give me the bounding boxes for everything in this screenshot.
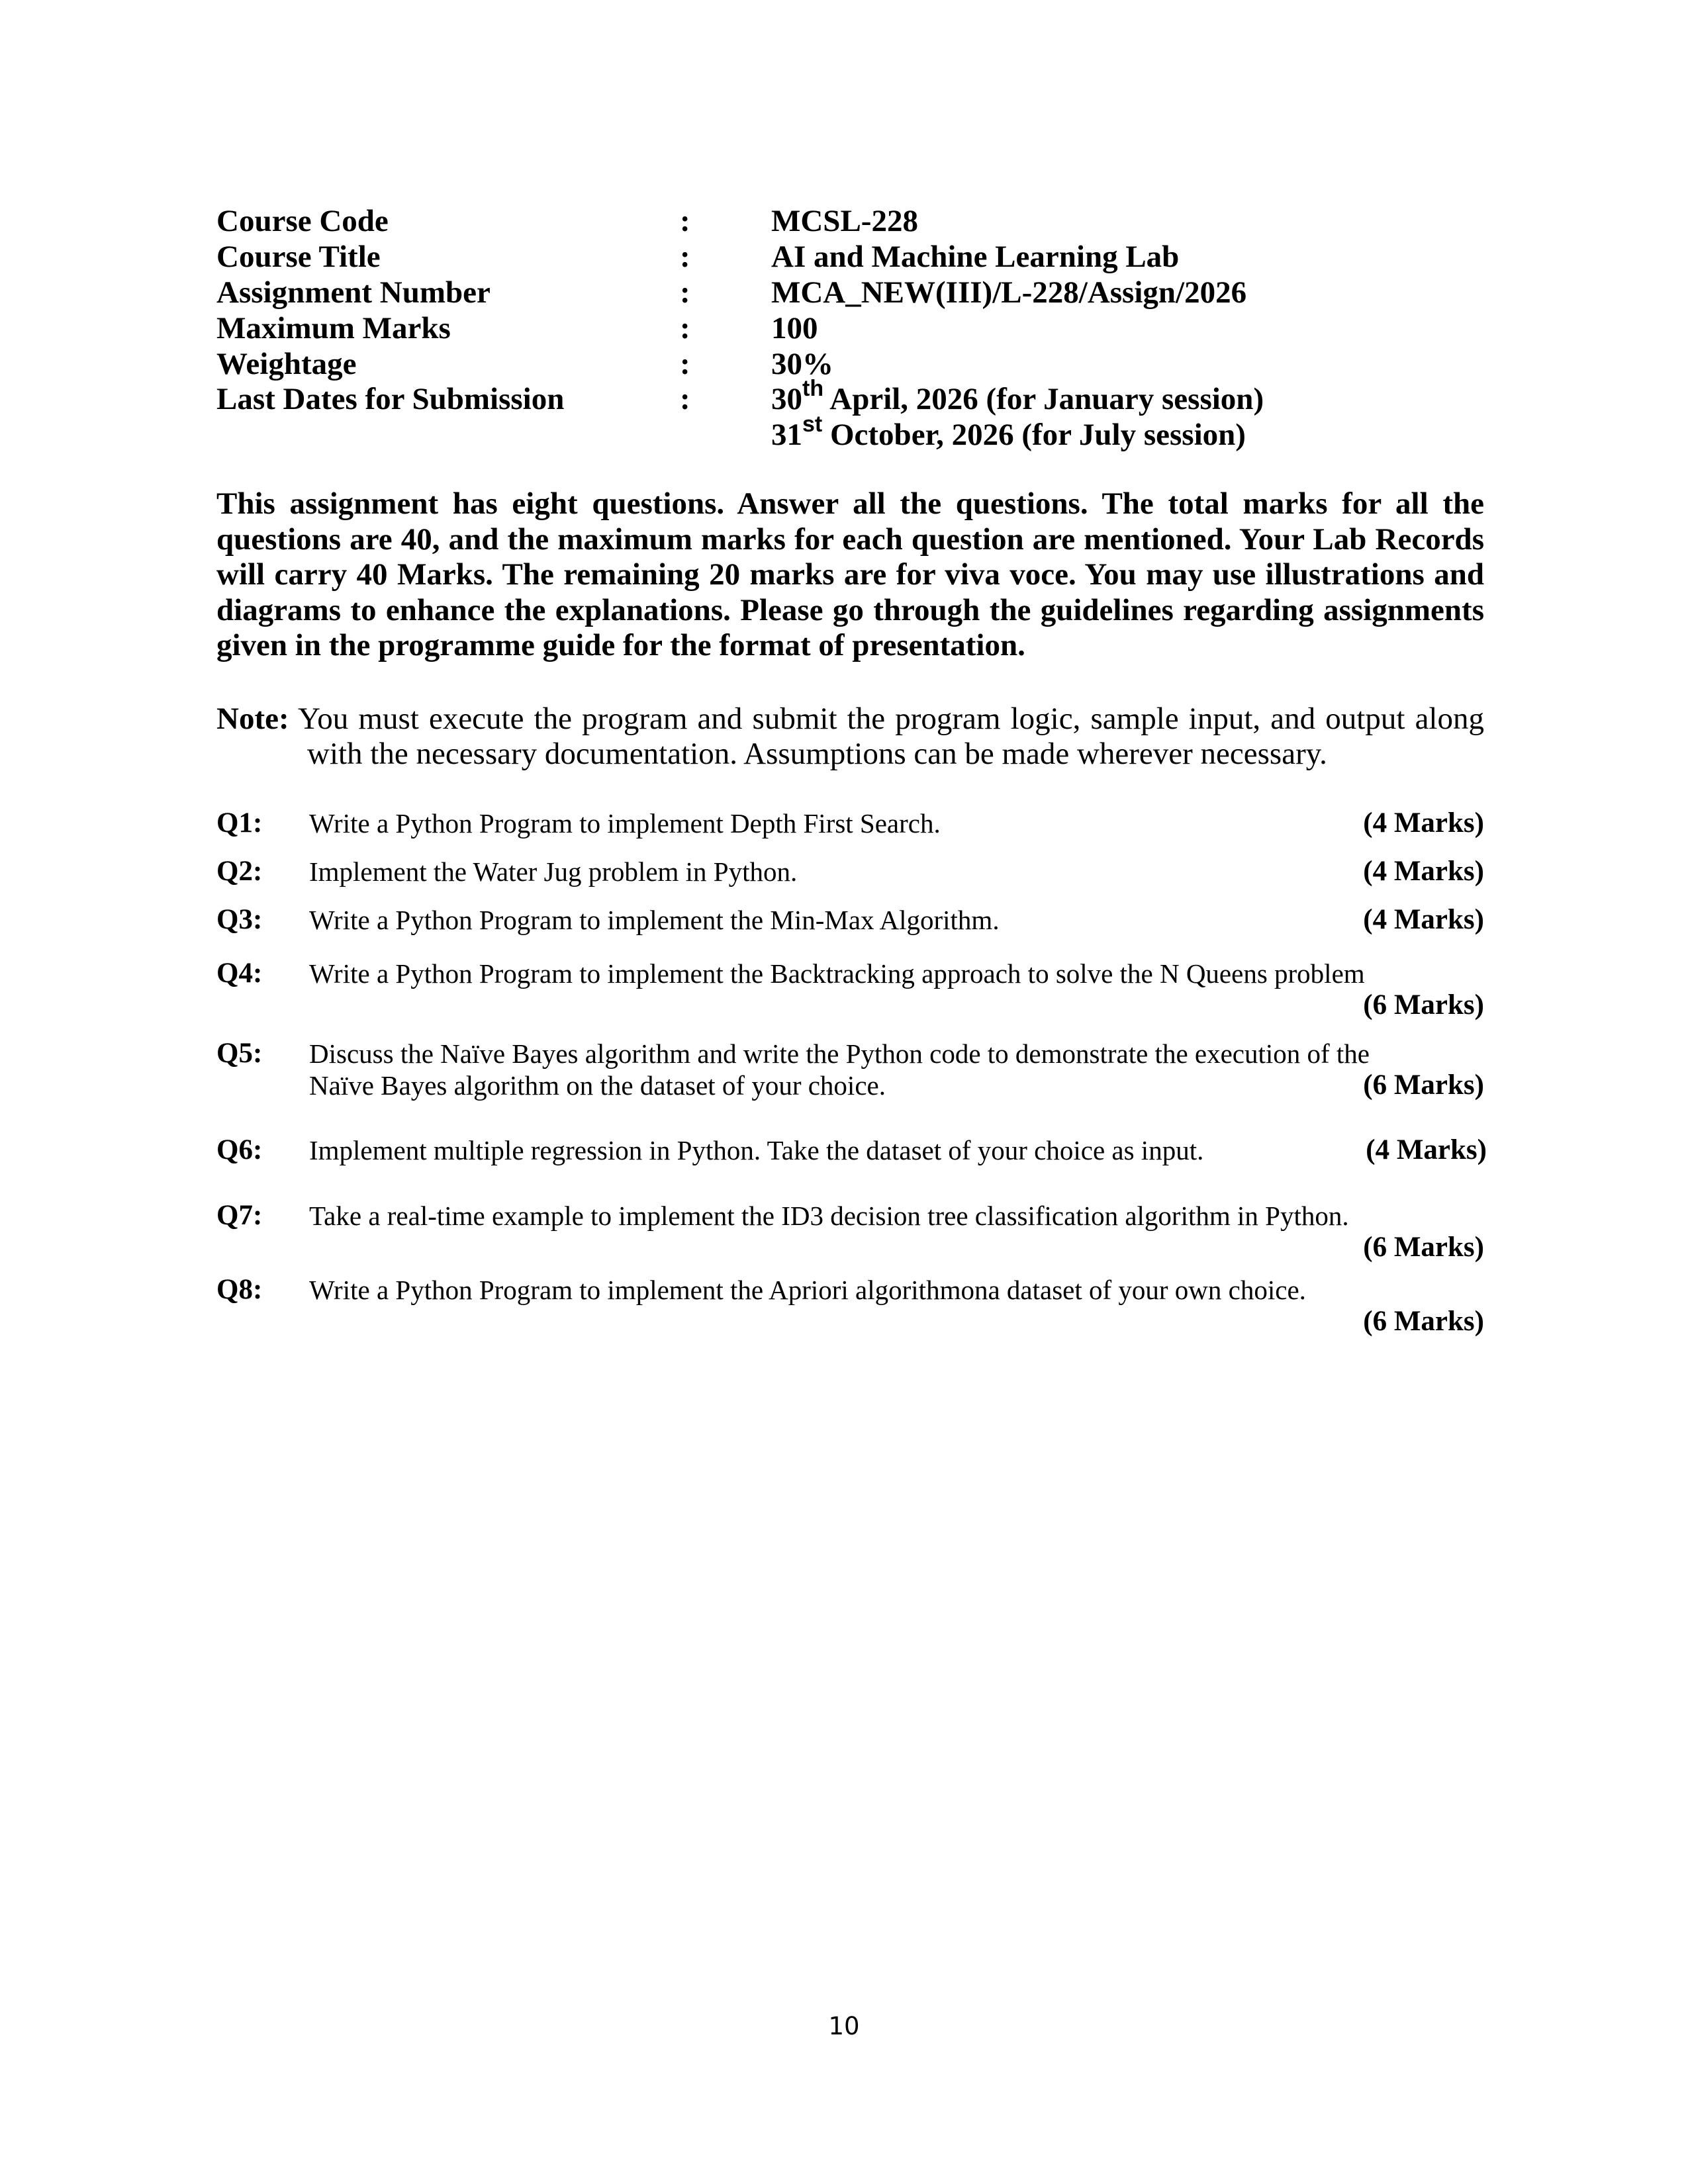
question-line: Write a Python Program to implement the Backtracking approach to solve the N Queens problem: [309, 958, 1365, 989]
question-marks: (6 Marks): [1363, 989, 1484, 1021]
question-text: [309, 1038, 1434, 1101]
last-dates-label: Last Dates for Submission: [216, 382, 565, 416]
question-marks: (4 Marks): [1363, 856, 1484, 887]
instructions-line: given in the programme guide for the format of presentation.: [216, 628, 1025, 662]
instructions-line: will carry 40 Marks. The remaining 20 marks are for viva voce. You may use illustrations and: [216, 557, 1484, 592]
question-line: Write a Python Program to implement the Apriori algorithmona dataset of your own choice.: [309, 1275, 1306, 1305]
course-title-label: Course Title: [216, 240, 381, 274]
question-line: Take a real-time example to implement the ID3 decision tree classification algorithm in Python.: [309, 1201, 1349, 1231]
question-text: [309, 1274, 1434, 1306]
instructions-line: This assignment has eight questions. Answer all the questions. The total marks for all the: [216, 486, 1484, 521]
instructions-line: questions are 40, and the maximum marks for each question are mentioned. Your Lab Records: [216, 522, 1484, 557]
note-block: [216, 702, 1484, 772]
question-text: [309, 856, 1434, 887]
assignment-number-colon: :: [680, 275, 690, 310]
last-date-july-day: 31: [771, 418, 802, 452]
question-line: Implement multiple regression in Python. Take the dataset of your choice as input.: [309, 1135, 1204, 1165]
last-date-january-suffix: th: [802, 376, 824, 401]
question-number: Q3:: [216, 904, 263, 935]
assignment-number-row: [0, 274, 1688, 311]
note-text-1: You must execute the program and submit the program logic, sample input, and output along: [289, 702, 1484, 736]
question-text: [309, 1134, 1434, 1166]
question-marks: (6 Marks): [1363, 1232, 1484, 1263]
maximum-marks-value: 100: [771, 311, 818, 345]
question-number: Q1:: [216, 807, 263, 839]
question-line: Discuss the Naïve Bayes algorithm and write the Python code to demonstrate the execution of the: [309, 1038, 1370, 1069]
last-date-july-rest: October, 2026 (for July session): [822, 418, 1246, 452]
question-number: Q5:: [216, 1038, 263, 1069]
question-text: [309, 807, 1434, 839]
question-marks: (6 Marks): [1363, 1306, 1484, 1337]
question-number: Q6:: [216, 1134, 263, 1165]
maximum-marks-label: Maximum Marks: [216, 311, 451, 345]
question-marks: (4 Marks): [1366, 1134, 1487, 1165]
last-dates-colon: :: [680, 382, 690, 416]
question-line: Naïve Bayes algorithm on the dataset of your choice.: [309, 1070, 886, 1101]
question-text: [309, 1200, 1434, 1232]
page-number: 10: [828, 2012, 860, 2040]
question-text: [309, 904, 1434, 936]
question-marks: (6 Marks): [1363, 1069, 1484, 1101]
question-line: Implement the Water Jug problem in Python.: [309, 856, 798, 887]
note-line-2: with the necessary documentation. Assumptions can be made wherever necessary.: [307, 737, 1327, 771]
last-date-january-day: 30: [771, 382, 802, 416]
maximum-marks-row: [0, 310, 1688, 347]
question-line: Write a Python Program to implement Depth First Search.: [309, 808, 941, 839]
question-line: Write a Python Program to implement the Min-Max Algorithm.: [309, 905, 1000, 935]
weightage-label: Weightage: [216, 347, 357, 381]
maximum-marks-colon: :: [680, 311, 690, 345]
course-title-value: AI and Machine Learning Lab: [771, 240, 1180, 274]
question-number: Q2:: [216, 856, 263, 887]
instructions-line: diagrams to enhance the explanations. Please go through the guidelines regarding assignments: [216, 592, 1484, 627]
question-marks: (4 Marks): [1363, 904, 1484, 935]
question-marks: (4 Marks): [1363, 807, 1484, 839]
note-label: Note:: [216, 702, 289, 736]
course-title-row: [0, 238, 1688, 275]
last-dates-row: [0, 376, 1688, 418]
assignment-number-label: Assignment Number: [216, 275, 491, 310]
assignment-instructions: [216, 486, 1484, 664]
course-code-label: Course Code: [216, 204, 389, 238]
weightage-row: [0, 345, 1688, 383]
course-code-row: [0, 203, 1688, 240]
weightage-colon: :: [680, 347, 690, 381]
question-text: [309, 958, 1434, 989]
course-title-colon: :: [680, 240, 690, 274]
last-date-january: [771, 376, 1264, 418]
question-number: Q4:: [216, 958, 263, 989]
weightage-value: 30%: [771, 347, 833, 381]
note-line-1: [216, 702, 1484, 737]
last-date-july: [771, 412, 1246, 453]
course-code-colon: :: [680, 204, 690, 238]
last-date-january-rest: April, 2026 (for January session): [823, 382, 1264, 416]
last-date-july-suffix: st: [802, 412, 823, 437]
question-number: Q7:: [216, 1200, 263, 1231]
question-number: Q8:: [216, 1274, 263, 1305]
last-dates-row-2: [0, 412, 1688, 453]
course-code-value: MCSL-228: [771, 204, 918, 238]
assignment-number-value: MCA_NEW(III)/L-228/Assign/2026: [771, 275, 1247, 310]
